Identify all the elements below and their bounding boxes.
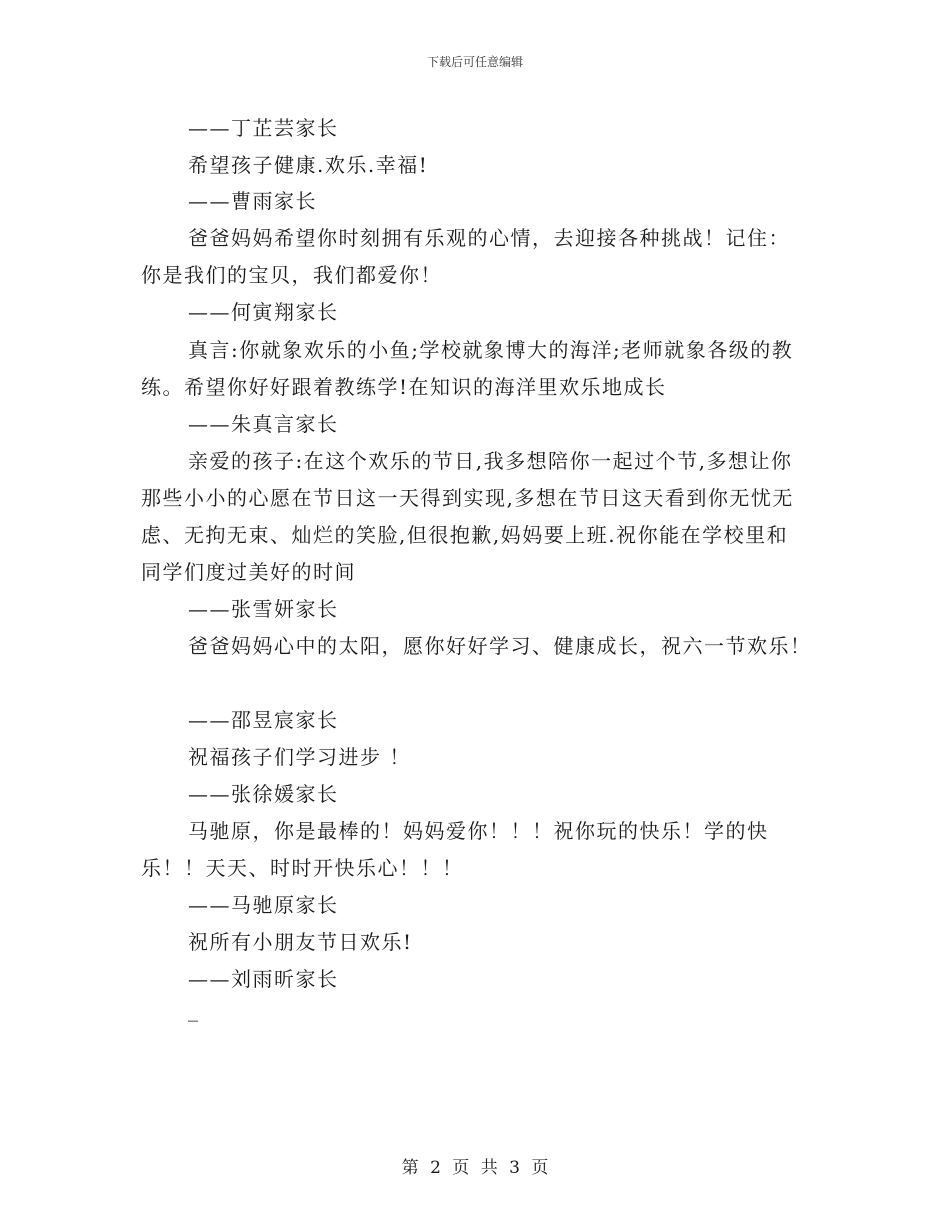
signature-line: ——丁芷芸家长 (188, 116, 339, 140)
message-line: 希望孩子健康.欢乐.幸福! (188, 153, 429, 177)
message-line: 你是我们的宝贝，我们都爱你！ (141, 263, 442, 287)
message-line: 虑、无拘无束、灿烂的笑脸,但很抱歉,妈妈要上班.祝你能在学校里和 (141, 523, 789, 547)
message-line: 马驰原，你是最棒的！妈妈爱你！！！祝你玩的快乐！学的快 (188, 819, 769, 843)
message-line: 那些小小的心愿在节日这一天得到实现,多想在节日这天看到你无忧无 (141, 486, 794, 510)
trailing-mark: _ (188, 998, 200, 1022)
message-line: 同学们度过美好的时间 (141, 560, 356, 584)
message-line: 爸爸妈妈心中的太阳，愿你好好学习、健康成长，祝六一节欢乐！ (188, 634, 812, 658)
page-number: 第 2 页 共 3 页 (401, 1158, 549, 1178)
signature-line: ——何寅翔家长 (188, 300, 339, 324)
page-header: 下载后可任意编辑 (426, 55, 523, 69)
message-line: 祝所有小朋友节日欢乐! (188, 930, 413, 954)
message-line: 乐！！天天、时时开快乐心！！！ (141, 856, 464, 880)
message-line: 练。希望你好好跟着教练学!在知识的海洋里欢乐地成长 (141, 375, 667, 399)
message-line: 祝福孩子们学习进步 ！ (188, 745, 411, 769)
signature-line: ——张徐媛家长 (188, 782, 339, 806)
signature-line: ——邵昱宸家长 (188, 708, 339, 732)
signature-line: ——马驰原家长 (188, 893, 339, 917)
signature-line: ——刘雨昕家长 (188, 967, 339, 991)
signature-line: ——张雪妍家长 (188, 597, 339, 621)
signature-line: ——曹雨家长 (188, 189, 317, 213)
message-line: 真言:你就象欢乐的小鱼;学校就象博大的海洋;老师就象各级的教 (188, 338, 794, 362)
message-line: 爸爸妈妈希望你时刻拥有乐观的心情，去迎接各种挑战！记住： (188, 226, 790, 250)
signature-line: ——朱真言家长 (188, 412, 339, 436)
message-line: 亲爱的孩子:在这个欢乐的节日,我多想陪你一起过个节,多想让你 (188, 449, 793, 473)
